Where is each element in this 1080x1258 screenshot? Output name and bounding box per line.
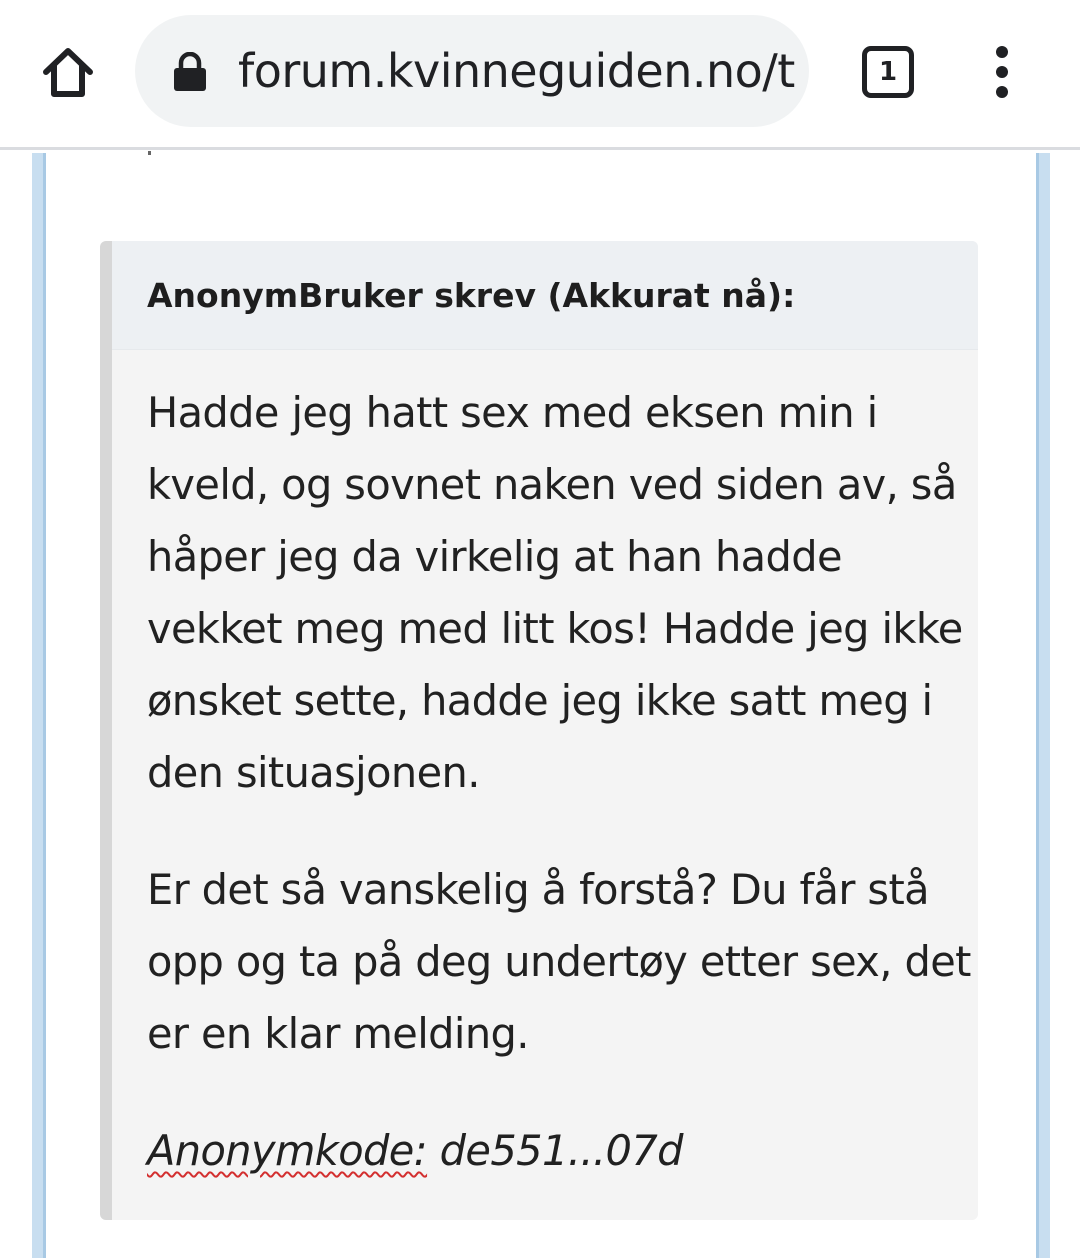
anon-code-label: Anonymkode: (147, 1126, 428, 1175)
anon-code-value: de551...07d (439, 1126, 683, 1175)
scroll-residue (148, 151, 151, 155)
more-vert-icon (980, 44, 1024, 100)
browser-toolbar (0, 0, 1080, 150)
url-text[interactable]: forum.kvinneguiden.no/t (238, 44, 795, 98)
tab-switcher-button[interactable] (862, 46, 914, 98)
menu-button[interactable] (980, 44, 1024, 100)
anonymous-code-line (147, 1115, 683, 1187)
home-icon (32, 36, 104, 108)
quote-author[interactable]: AnonymBruker skrev (Akkurat nå): (147, 276, 796, 315)
quote-paragraph-2: Er det så vanskelig å forstå? Du får stå opp og ta på deg undertøy etter sex, det er en klar melding. (147, 865, 971, 1058)
lock-icon (172, 52, 208, 92)
tab-count: 1 (878, 57, 898, 87)
quote-block (100, 241, 978, 1220)
quote-header (112, 241, 978, 350)
home-button[interactable] (32, 36, 104, 108)
quote-paragraph-1: Hadde jeg hatt sex med eksen min i kveld, og sovnet naken ved siden av, så håper jeg da virkelig at han hadde vekket meg med litt kos! Hadde jeg ikke ønsket sette, hadde jeg ikke satt meg i den situasjonen. (147, 388, 963, 797)
